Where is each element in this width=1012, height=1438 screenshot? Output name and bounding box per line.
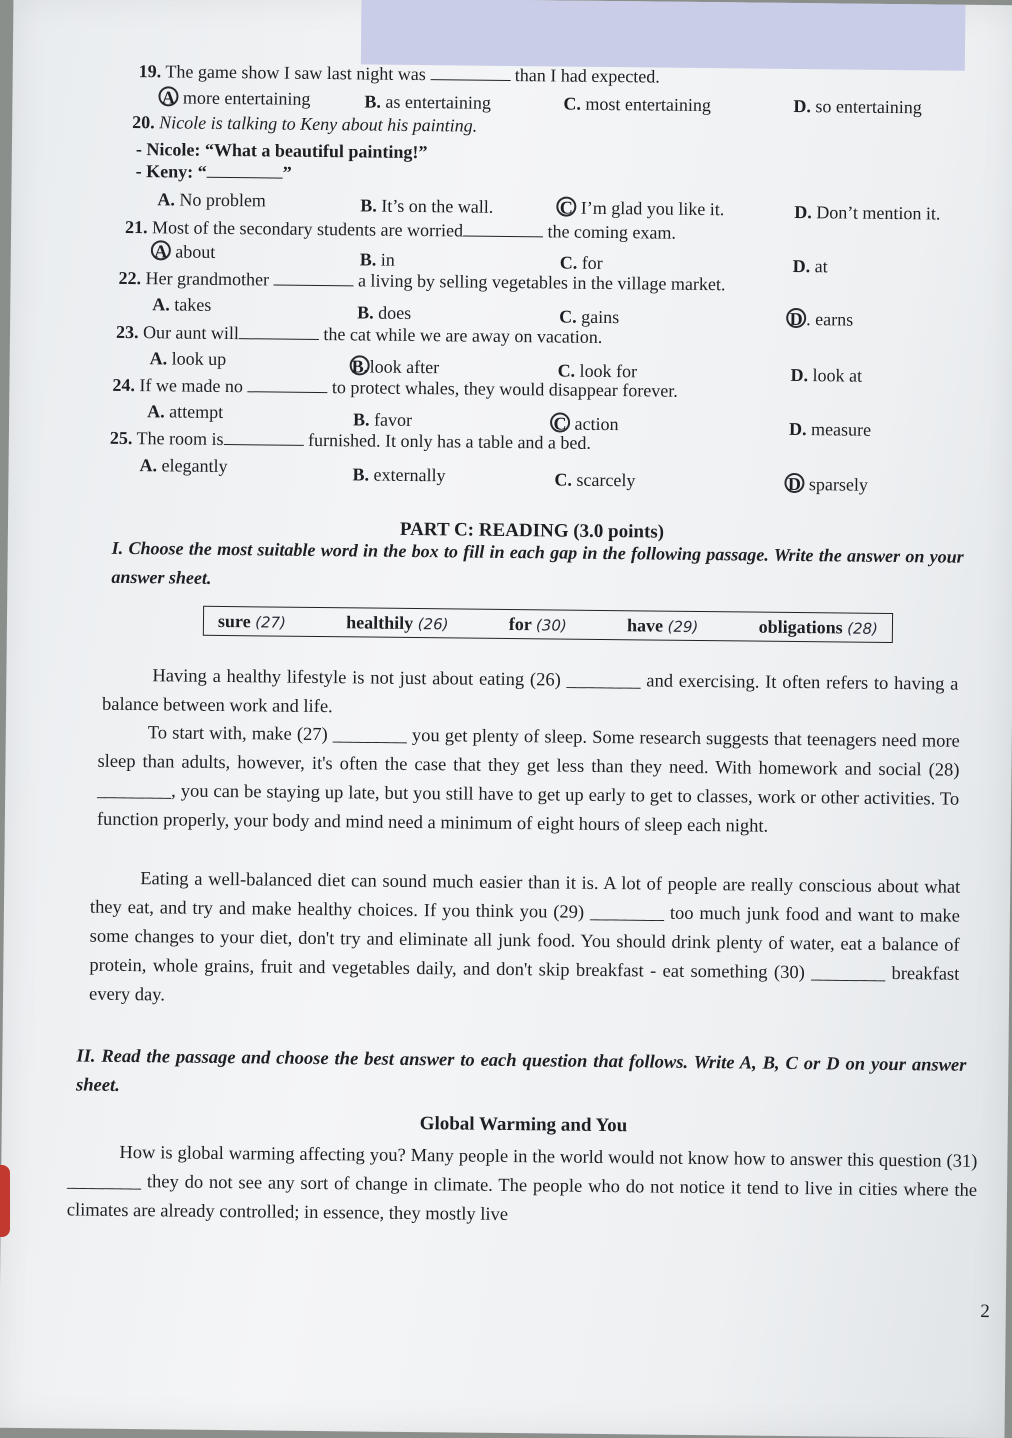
redacted-header	[361, 0, 966, 71]
answer-blank	[239, 324, 319, 340]
option-20-d: D. Don’t mention it.	[794, 201, 941, 224]
option-23-d: D. look at	[790, 364, 863, 386]
option-22-c: C. gains	[559, 306, 620, 328]
answer-blank	[273, 271, 353, 287]
stem-after: than I had expected.	[514, 65, 660, 87]
passage-2-text: How is global warming affecting you? Many people in the world would not know how to answer this question (31) ________ they do not see any sort of change in climate. The people who do not notice it tend to live in cities where the climates are already controlled; in essence, they mostly live	[66, 1142, 978, 1226]
option-25-a: A. elegantly	[139, 455, 228, 477]
answer-blank	[224, 430, 304, 446]
part-c-heading: PART C: READING (3.0 points)	[399, 518, 665, 543]
word-box-item: have (29)	[626, 614, 699, 636]
answer-blank	[247, 377, 327, 393]
answer-blank	[463, 221, 543, 237]
option-23-a: A. look up	[149, 348, 227, 370]
option-19-d: D. so entertaining	[793, 95, 922, 118]
passage-1-paragraph-3: Eating a well-balanced diet can sound much easier than it is. A lot of people are really conscious about what they eat, and try and make healthy choices. If you think you (29) ________ too much junk food and want to make some changes to your diet, don't try and eliminate all junk food. You should drink plenty of water, eat a balance of protein, whole grains, fruit and vegetables daily, and don't skip breakfast - eat something (30) ________ breakfast every day.	[88, 869, 961, 1006]
word-box-item: for (30)	[508, 613, 567, 635]
option-24-b: B. favor	[352, 409, 413, 430]
option-19-a: A more entertaining	[158, 86, 310, 110]
option-24-d: D. measure	[788, 418, 872, 440]
question-20-stem: 20. Nicole is talking to Keny about his painting.	[132, 112, 478, 136]
passage-1-paragraph-2: To start with, make (27) ________ you get plenty of sleep. Some research suggests that teenagers need more sleep than adults, however, it's often the case that they get less than they need. With homework and social (28) ________, you can be staying up late, but you still have to get up early to get to classes, work or other activities. To function properly, your body and mind need a minimum of eight hours of sleep each night.	[96, 723, 960, 837]
question-25-stem: 25. The room is furnished. It only has a table and a bed.	[109, 427, 592, 453]
question-24-stem: 24. If we made no to protect whales, they would disappear forever.	[112, 374, 678, 401]
option-21-d: D. at	[792, 255, 828, 277]
option-21-b: B. in	[359, 249, 395, 270]
option-22-a: A. takes	[152, 294, 212, 315]
stem-before: The game show I saw last night was	[165, 61, 426, 85]
option-19-b: B. as entertaining	[364, 91, 492, 113]
dialogue-nicole: - Nicole: “What a beautiful painting!”	[135, 139, 428, 163]
option-20-a: A. No problem	[157, 189, 266, 211]
option-23-b: B.look after	[351, 356, 440, 378]
passage-1-paragraph-1: Having a healthy lifestyle is not just about eating (26) ________ and exercising. It often refers to having a balance between work and life.	[101, 666, 959, 718]
passage-2-title: Global Warming and You	[419, 1113, 628, 1137]
question-19-stem: 19. The game show I saw last night was than I had expected.	[138, 61, 660, 87]
question-22-stem: 22. Her grandmother a living by selling vegetables in the village market.	[118, 267, 726, 295]
option-25-b: B. externally	[352, 464, 446, 486]
question-21-stem: 21. Most of the secondary students are worried the coming exam.	[125, 216, 677, 243]
dialogue-keny: - Keny: “ ”	[135, 161, 292, 183]
answer-blank	[430, 65, 510, 81]
question-number: 19	[138, 61, 157, 82]
option-24-c: C action	[550, 412, 619, 435]
page-number: 2	[980, 1300, 990, 1323]
question-23-stem: 23. Our aunt will the cat while we are away on vacation.	[115, 321, 603, 347]
option-22-b: B. does	[357, 302, 412, 323]
option-21-c: C. for	[559, 252, 603, 273]
option-23-c: C. look for	[557, 360, 638, 382]
option-19-c: C. most entertaining	[563, 93, 712, 116]
answer-blank	[207, 163, 283, 179]
option-25-c: C. scarcely	[554, 469, 636, 491]
circled-letter: A	[158, 86, 178, 106]
option-24-a: A. attempt	[147, 401, 224, 422]
option-20-c: C I’m glad you like it.	[556, 196, 724, 220]
finger-edge	[0, 1165, 10, 1237]
option-25-d: D sparsely	[784, 473, 868, 496]
section-1-instruction: I. Choose the most suitable word in the box to fill in each gap in the following passage. Write the answer on your answer sheet.	[111, 537, 964, 588]
word-box-item: obligations (28)	[758, 616, 879, 638]
word-box-item: healthily (26)	[346, 611, 449, 633]
option-20-b: B. It’s on the wall.	[360, 195, 494, 217]
option-21-a: A about	[151, 240, 216, 263]
word-box-item: sure (27)	[217, 610, 287, 632]
word-box	[203, 606, 893, 643]
section-2-instruction: II. Read the passage and choose the best answer to each question that follows. Write A, B, C or D on your answer sheet.	[76, 1046, 967, 1096]
option-22-d: D . earns	[786, 308, 853, 331]
